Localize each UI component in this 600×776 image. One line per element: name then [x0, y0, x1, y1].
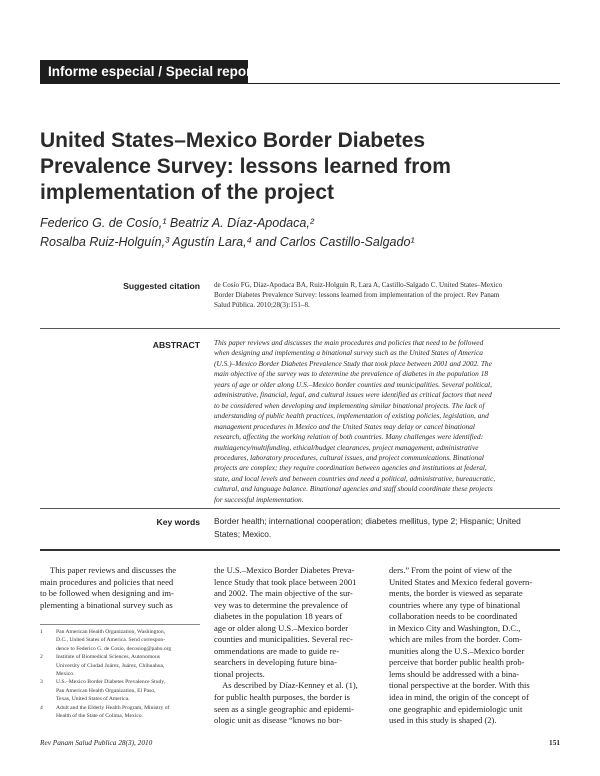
body-line: countries where any type of binational [389, 599, 521, 610]
citation-line: Salud Pública. 2010;28(3):151–8. [214, 301, 310, 309]
footnote-number: 3 [40, 679, 43, 686]
abstract-line: procedures, laboratory procedures, cultural issues, and project communications. Binational [214, 452, 484, 462]
section-label: Informe especial / Special report [40, 60, 248, 84]
abstract-line: management procedures in Mexico and the United States may delay or cancel binational [214, 421, 475, 431]
footnote [40, 653, 202, 678]
body-line: which are miles from the border. Com- [389, 634, 523, 645]
abstract-line: cultural, and language balance. Binational agencies and staff should coordinate these projects [214, 484, 493, 494]
body-line: tional projects. [214, 668, 265, 679]
body-line: to be followed when designing and im- [40, 588, 174, 599]
body-line: one geographic and epidemiologic unit [389, 703, 523, 714]
body-column-2 [214, 565, 380, 727]
abstract-line: years of age or older along U.S.–Mexico border counties and municipalities. Several political, [214, 379, 492, 389]
body-line: lems should be addressed with a bina- [389, 668, 520, 679]
footnote-line: Health of the State of Colima, Mexico. [56, 713, 143, 720]
body-line: ommendations are made to guide re- [214, 645, 340, 656]
body-line: counties and municipalities. Several rec- [214, 634, 353, 645]
body-line: age or older along U.S.–Mexico border [214, 622, 349, 633]
citation-line: Border Diabetes Prevalence Survey: lessons learned from implementation of the project. Rev Panam [214, 291, 500, 299]
abstract-label: ABSTRACT [152, 340, 200, 350]
body-line: This paper reviews and discusses the [50, 565, 177, 575]
abstract-text [214, 338, 564, 505]
body-line: seen as a single geographic and epidemi- [214, 703, 355, 714]
footnote-line: Adult and the Elderly Health Program, Ministry of [56, 704, 170, 711]
author-line: Rosalba Ruiz-Holguín,³ Agustín Lara,⁴ and Carlos Castillo-Salgado¹ [40, 235, 415, 249]
footnote-rule [40, 624, 200, 625]
body-column-3 [389, 565, 561, 727]
section-divider [40, 549, 560, 551]
body-line: main procedures and policies that need [40, 576, 174, 587]
page-number: 151 [549, 738, 560, 747]
footnote [40, 628, 202, 653]
citation-text [214, 280, 564, 310]
author-list [40, 214, 560, 252]
body-line: plementing a binational survey such as [40, 599, 173, 610]
abstract-line: administrative, financial, legal, and cultural issues were identified as critical factors that need [214, 390, 492, 400]
footnote [40, 678, 202, 703]
body-line: perceive that border public health prob- [389, 657, 525, 668]
abstract-line: to be considered when developing and implementing similar binational projects. The lack of [214, 400, 485, 410]
body-line: ments, the border is viewed as separate [389, 588, 523, 599]
body-line: As described by Díaz-Kenney et al. (1), [214, 680, 358, 691]
section-divider [40, 508, 560, 509]
body-line: idea in mind, the origin of the concept of [389, 692, 529, 703]
journal-reference: Rev Panam Salud Publica 28(3), 2010 [40, 738, 153, 747]
footnote-line: Pan American Health Organization, Washington, [56, 629, 166, 635]
body-line: used in this study is shaped (2). [389, 715, 497, 726]
section-divider [40, 328, 560, 329]
body-line: for public health purposes, the border is [214, 692, 351, 703]
abstract-line: research, affecting the working relation of both countries. Many challenges were identified: [214, 432, 484, 442]
body-line: collaboration needs to be coordinated [389, 611, 518, 622]
footnote-line: Mexico. [56, 671, 75, 678]
citation-line: de Cosío FG, Díaz-Apodaca BA, Ruiz-Holguín R, Lara A, Castillo-Salgado C. United States–Mexico [214, 281, 503, 289]
body-line: diabetes in the population 18 years of [214, 611, 343, 622]
title-line: United States–Mexico Border Diabetes [40, 129, 426, 152]
footnote-number: 1 [40, 629, 43, 635]
body-line: and 2002. The main objective of the sur- [214, 588, 353, 599]
footnote-number: 2 [40, 654, 43, 661]
footnote-number: 4 [40, 704, 43, 711]
footnotes [40, 628, 202, 720]
abstract-line: main objective of the survey was to determine the prevalence of diabetes in the population 18 [214, 369, 489, 379]
author-line: Federico G. de Cosío,¹ Beatriz A. Díaz-Apodaca,² [40, 216, 314, 230]
body-line: tional perspective at the border. With this [389, 680, 530, 691]
footnote-line: U.S.–Mexico Border Diabetes Prevalence Study, [56, 679, 166, 686]
abstract-line: (U.S.)–Mexico Border Diabetes Prevalence Study that took place between 2001 and 2002. The [214, 358, 492, 368]
citation-label: Suggested citation [123, 281, 200, 291]
title-line: Prevalence Survey: lessons learned from [40, 155, 451, 178]
body-line: searchers in developing future bina- [214, 657, 337, 668]
body-line: ologic unit as disease “knows no bor- [214, 715, 343, 726]
body-line: munities along the U.S.–Mexico border [389, 645, 525, 656]
footnote-line: D.C., United States of America. Send correspon- [56, 637, 166, 644]
abstract-line: projects are complex; they require coordination between agencies and institutions at federal, [214, 463, 487, 473]
footnote-line: Pan American Health Organization, El Paso, [56, 687, 156, 694]
article-title [40, 128, 560, 206]
abstract-line: for successful implementation. [214, 494, 304, 504]
body-line: ders.” From the point of view of the [389, 565, 512, 575]
body-column-1 [40, 565, 200, 611]
abstract-line: multiagency/multifunding, ethical/budget clearances, project management, administrative [214, 442, 479, 452]
body-line: the U.S.–Mexico Border Diabetes Preva- [214, 565, 355, 575]
footnote-line: Institute of Biomedical Sciences, Autonomous [56, 654, 160, 661]
body-line: vey was to determine the prevalence of [214, 599, 348, 610]
footnote-line: Texas, United States of America. [56, 696, 130, 703]
abstract-line: This paper reviews and discusses the main procedures and policies that need to be followed [214, 338, 484, 347]
keywords-line: Border health; international cooperation; diabetes mellitus, type 2; Hispanic; United [214, 516, 521, 526]
keywords-label: Key words [156, 517, 200, 527]
keywords-line: States; Mexico. [214, 529, 272, 539]
abstract-line: when designing and implementing a binational survey such as the United States of America [214, 348, 483, 358]
body-line: in Mexico City and Washington, D.C., [389, 622, 521, 633]
body-line: United States and Mexico federal govern- [389, 576, 533, 587]
footnote [40, 704, 202, 721]
body-line: lence Study that took place between 2001 [214, 576, 357, 587]
keywords-text [214, 515, 564, 541]
section-rule [248, 83, 560, 84]
footnote-line: dence to Federico G. de Cosío, decosiog@paho.org [56, 645, 172, 652]
footnote-line: University of Ciudad Juárez, Juárez, Chihuahua, [56, 662, 165, 669]
abstract-line: state, and local levels and between countries and need a political, administrative, bureaucratic, [214, 473, 496, 483]
title-line: implementation of the project [40, 181, 335, 204]
abstract-line: understanding of public health practices, implementation of existing policies, legislation, and [214, 411, 489, 421]
